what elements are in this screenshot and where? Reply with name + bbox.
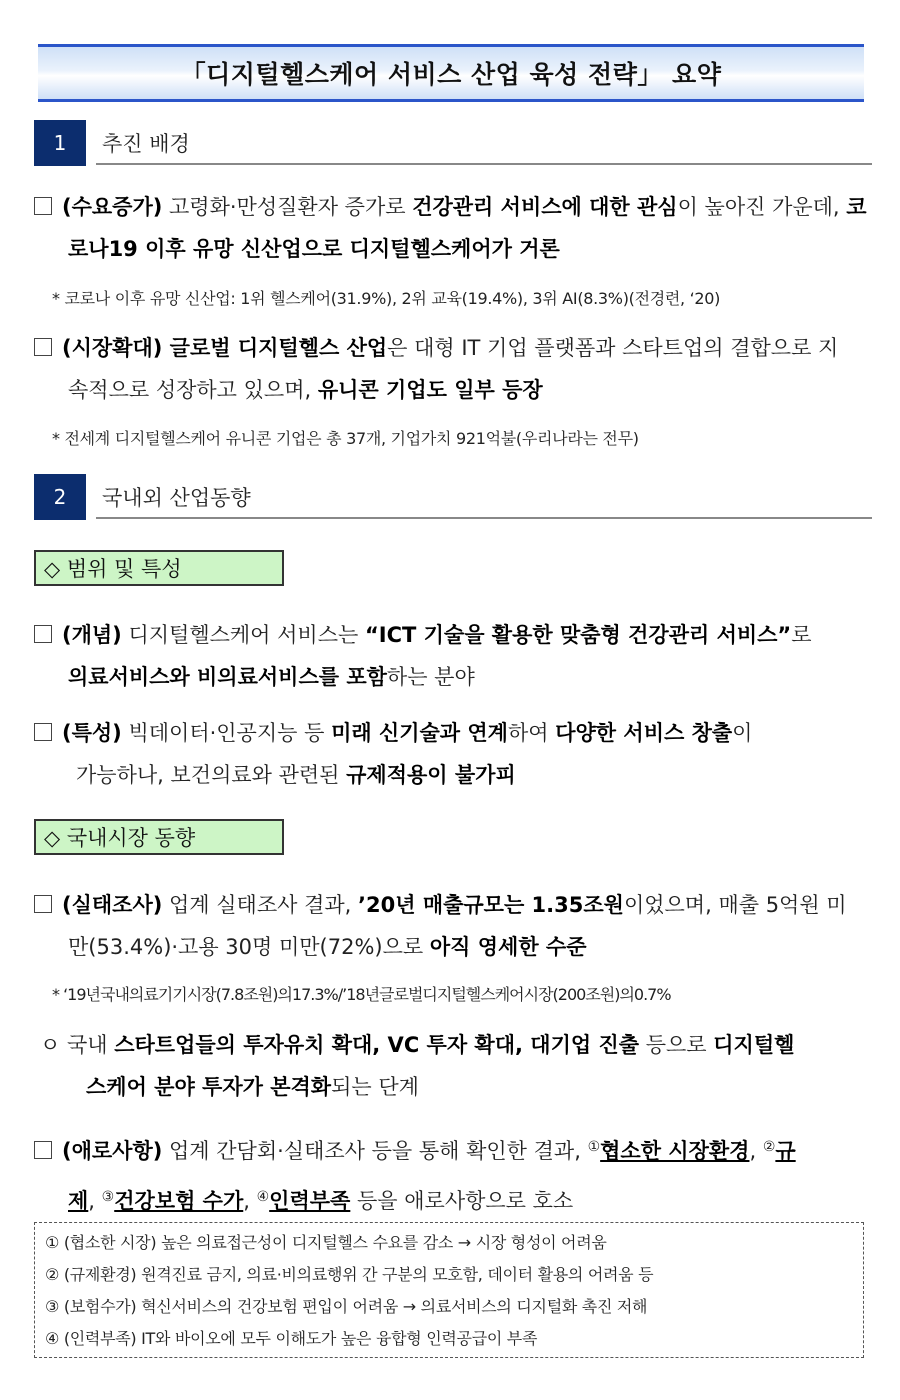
section-underline-1: [96, 163, 872, 165]
paragraph-survey: (실태조사) 업계 실태조사 결과, ’20년 매출규모는 1.35조원이었으며, 매출 5억원 미 만(53.4%)·고용 30명 미만(72%)으로 아직 영세한 수준: [34, 884, 884, 968]
paragraph-difficulties: (애로사항) 업계 간담회·실태조사 등을 통해 확인한 결과, ①협소한 시장환경, ②규 제, ③건강보험 수가, ④인력부족 등을 애로사항으로 호소: [34, 1124, 884, 1224]
note-item: ① (협소한 시장) 높은 의료접근성이 디지털헬스 수요를 감소 → 시장 형성이 어려움: [45, 1233, 607, 1252]
section-underline-2: [96, 517, 872, 519]
paragraph-market-expansion: (시장확대) 글로벌 디지털헬스 산업은 대형 IT 기업 플랫폼과 스타트업의 결합으로 지 속적으로 성장하고 있으며, 유니콘 기업도 일부 등장: [34, 327, 884, 411]
subheading-domestic-market: ◇ 국내시장 동향: [34, 819, 284, 855]
checkbox-square-icon: [34, 723, 52, 741]
note-item: ② (규제환경) 원격진료 금지, 의료·비의료행위 간 구분의 모호함, 데이터 활용의 어려움 등: [45, 1265, 654, 1284]
footnote-unicorn: * 전세계 디지털헬스케어 유니콘 기업은 총 37개, 기업가치 921억불(우리나라는 전무): [52, 429, 639, 448]
paragraph-demand: (수요증가) 고령화·만성질환자 증가로 건강관리 서비스에 대한 관심이 높아진 가운데, 코 로나19 이후 유망 신산업으로 디지털헬스케어가 거론: [34, 186, 884, 270]
paragraph-characteristics: (특성) 빅데이터·인공지능 등 미래 신기술과 연계하여 다양한 서비스 창출이 가능하나, 보건의료와 관련된 규제적용이 불가피: [34, 712, 884, 796]
document-title-banner: [38, 44, 864, 102]
section-number-1: 1: [34, 120, 86, 166]
difficulties-notes-box: [34, 1222, 864, 1358]
footnote-demand: * 코로나 이후 유망 신산업: 1위 헬스케어(31.9%), 2위 교육(19.4%), 3위 AI(8.3%)(전경련, ‘20): [52, 289, 721, 308]
checkbox-square-icon: [34, 625, 52, 643]
paragraph-investment: ㅇ 국내 스타트업들의 투자유치 확대, VC 투자 확대, 대기업 진출 등으로 디지털헬 스케어 분야 투자가 본격화되는 단계: [40, 1033, 795, 1099]
subheading-scope: ◇ 범위 및 특성: [34, 550, 284, 586]
checkbox-square-icon: [34, 1141, 52, 1159]
note-item: ③ (보험수가) 혁신서비스의 건강보험 편입이 어려움 → 의료서비스의 디지털화 촉진 저해: [45, 1297, 648, 1316]
checkbox-square-icon: [34, 197, 52, 215]
document-title: 「디지털헬스케어 서비스 산업 육성 전략」 요약: [180, 60, 722, 89]
section-title-1: 추진 배경: [102, 132, 190, 156]
section-title-2: 국내외 산업동향: [102, 486, 251, 510]
checkbox-square-icon: [34, 895, 52, 913]
note-item: ④ (인력부족) IT와 바이오에 모두 이해도가 높은 융합형 인력공급이 부족: [45, 1329, 538, 1348]
checkbox-square-icon: [34, 338, 52, 356]
paragraph-concept: (개념) 디지털헬스케어 서비스는 “ICT 기술을 활용한 맞춤형 건강관리 서비스”로 의료서비스와 비의료서비스를 포함하는 분야: [34, 614, 884, 698]
footnote-market-size: * ‘19년국내의료기기시장(7.8조원)의17.3%/’18년글로벌디지털헬스케어시장(200조원)의0.7%: [52, 985, 671, 1004]
section-number-2: 2: [34, 474, 86, 520]
